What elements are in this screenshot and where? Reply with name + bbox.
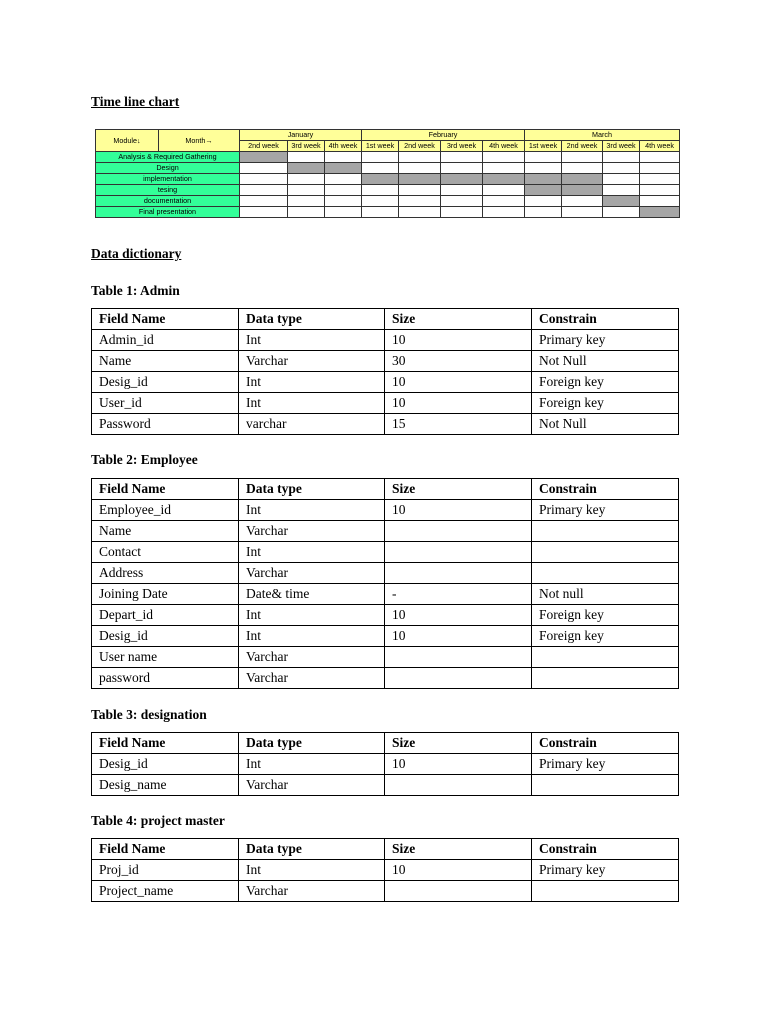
timeline-empty-cell [441, 207, 483, 218]
table-row [92, 330, 679, 351]
table-cell: Depart_id [92, 605, 239, 626]
timeline-bar-cell [640, 207, 680, 218]
table-cell: Desig_id [92, 626, 239, 647]
column-header: Size [385, 479, 532, 500]
table-cell: Primary key [532, 754, 679, 775]
week-label: 4th week [325, 141, 362, 152]
timeline-empty-cell [399, 152, 441, 163]
month-label: January [240, 130, 362, 141]
table-cell [532, 775, 679, 796]
table-cell: User_id [92, 393, 239, 414]
table-cell: Date& time [239, 584, 385, 605]
timeline-empty-cell [399, 196, 441, 207]
table-cell: 10 [385, 754, 532, 775]
timeline-empty-cell [399, 185, 441, 196]
column-header: Data type [239, 839, 385, 860]
timeline-empty-cell [325, 185, 362, 196]
week-label: 4th week [640, 141, 680, 152]
table-cell [385, 647, 532, 668]
timeline-row [96, 152, 680, 163]
week-label: 2nd week [562, 141, 603, 152]
timeline-row [96, 185, 680, 196]
table-cell: Int [239, 330, 385, 351]
timeline-row [96, 174, 680, 185]
month-label: March [525, 130, 680, 141]
table-cell: Varchar [239, 351, 385, 372]
table-cell: Proj_id [92, 860, 239, 881]
timeline-empty-cell [483, 185, 525, 196]
table-cell [532, 647, 679, 668]
table-cell [532, 563, 679, 584]
table-cell: 15 [385, 414, 532, 435]
timeline-bar-cell [525, 185, 562, 196]
timeline-bar-cell [362, 174, 399, 185]
table-cell: Password [92, 414, 239, 435]
admin-table [91, 308, 679, 435]
table-cell: Address [92, 563, 239, 584]
designation-table [91, 732, 679, 796]
table-cell: Varchar [239, 881, 385, 902]
timeline-gantt-chart [95, 129, 680, 218]
table-row [92, 393, 679, 414]
table-row [92, 668, 679, 689]
table-row [92, 647, 679, 668]
table-cell: Varchar [239, 521, 385, 542]
table-cell: Varchar [239, 775, 385, 796]
timeline-empty-cell [362, 185, 399, 196]
timeline-bar-cell [325, 163, 362, 174]
table-row [92, 372, 679, 393]
table-cell: Admin_id [92, 330, 239, 351]
table-cell: Int [239, 860, 385, 881]
timeline-empty-cell [288, 152, 325, 163]
table-cell: Project_name [92, 881, 239, 902]
timeline-empty-cell [562, 207, 603, 218]
timeline-empty-cell [441, 152, 483, 163]
timeline-empty-cell [288, 196, 325, 207]
module-name: implementation [96, 174, 240, 185]
table-row [92, 881, 679, 902]
table-row [92, 605, 679, 626]
timeline-empty-cell [483, 163, 525, 174]
table-cell: Int [239, 500, 385, 521]
timeline-empty-cell [640, 185, 680, 196]
timeline-empty-cell [288, 174, 325, 185]
table-cell: Int [239, 372, 385, 393]
table-cell: Varchar [239, 668, 385, 689]
table-1-title: Table 1: Admin [91, 283, 180, 298]
table-row [92, 584, 679, 605]
timeline-bar-cell [399, 174, 441, 185]
timeline-bar-cell [562, 185, 603, 196]
table-cell [532, 668, 679, 689]
module-header: Module↓ [96, 130, 159, 152]
month-label: February [362, 130, 525, 141]
table-cell: Primary key [532, 330, 679, 351]
timeline-empty-cell [325, 196, 362, 207]
table-cell [385, 542, 532, 563]
timeline-empty-cell [603, 207, 640, 218]
table-row [92, 626, 679, 647]
timeline-bar-cell [603, 196, 640, 207]
timeline-bar-cell [525, 174, 562, 185]
timeline-empty-cell [562, 152, 603, 163]
week-label: 2nd week [399, 141, 441, 152]
table-row [92, 775, 679, 796]
timeline-empty-cell [240, 207, 288, 218]
table-4-title: Table 4: project master [91, 813, 225, 828]
week-label: 3rd week [288, 141, 325, 152]
table-cell: 10 [385, 500, 532, 521]
table-header-row [92, 839, 679, 860]
timeline-empty-cell [362, 196, 399, 207]
week-label: 3rd week [441, 141, 483, 152]
table-cell [385, 521, 532, 542]
module-name: tesing [96, 185, 240, 196]
timeline-empty-cell [603, 185, 640, 196]
column-header: Data type [239, 733, 385, 754]
table-cell: Not Null [532, 414, 679, 435]
table-header-row [92, 309, 679, 330]
module-name: Design [96, 163, 240, 174]
table-cell: Desig_id [92, 372, 239, 393]
table-header-row [92, 733, 679, 754]
table-cell: Foreign key [532, 626, 679, 647]
week-label: 3rd week [603, 141, 640, 152]
column-header: Field Name [92, 309, 239, 330]
table-cell: 10 [385, 860, 532, 881]
table-cell: Int [239, 393, 385, 414]
timeline-row [96, 196, 680, 207]
table-cell: Desig_id [92, 754, 239, 775]
table-cell: Varchar [239, 647, 385, 668]
table-row [92, 351, 679, 372]
timeline-row [96, 207, 680, 218]
table-cell: Name [92, 521, 239, 542]
column-header: Data type [239, 479, 385, 500]
timeline-empty-cell [288, 207, 325, 218]
table-cell [532, 521, 679, 542]
timeline-empty-cell [525, 152, 562, 163]
timeline-empty-cell [399, 163, 441, 174]
timeline-empty-cell [640, 152, 680, 163]
column-header: Size [385, 839, 532, 860]
table-cell: - [385, 584, 532, 605]
timeline-title: Time line chart [91, 94, 180, 109]
timeline-empty-cell [362, 207, 399, 218]
timeline-empty-cell [240, 174, 288, 185]
timeline-empty-cell [483, 207, 525, 218]
timeline-empty-cell [240, 196, 288, 207]
module-name: documentation [96, 196, 240, 207]
table-cell: Not Null [532, 351, 679, 372]
timeline-empty-cell [441, 196, 483, 207]
column-header: Field Name [92, 839, 239, 860]
table-cell: 10 [385, 393, 532, 414]
week-label: 2nd week [240, 141, 288, 152]
table-row [92, 860, 679, 881]
table-cell: Varchar [239, 563, 385, 584]
week-label: 1st week [362, 141, 399, 152]
table-2-title: Table 2: Employee [91, 452, 198, 467]
timeline-empty-cell [240, 163, 288, 174]
table-cell [385, 775, 532, 796]
table-cell: Contact [92, 542, 239, 563]
table-cell: Desig_name [92, 775, 239, 796]
column-header: Field Name [92, 733, 239, 754]
column-header: Constrain [532, 839, 679, 860]
table-cell [385, 881, 532, 902]
timeline-empty-cell [441, 185, 483, 196]
timeline-empty-cell [525, 196, 562, 207]
table-cell: 30 [385, 351, 532, 372]
timeline-empty-cell [640, 174, 680, 185]
month-header: Month→ [159, 130, 240, 152]
table-cell: Joining Date [92, 584, 239, 605]
timeline-row [96, 163, 680, 174]
table-cell: password [92, 668, 239, 689]
timeline-empty-cell [325, 152, 362, 163]
project-master-table [91, 838, 679, 902]
table-cell [385, 668, 532, 689]
timeline-empty-cell [362, 163, 399, 174]
table-cell: Int [239, 626, 385, 647]
timeline-empty-cell [288, 185, 325, 196]
timeline-bar-cell [240, 152, 288, 163]
timeline-bar-cell [441, 174, 483, 185]
table-header-row [92, 479, 679, 500]
table-cell: Employee_id [92, 500, 239, 521]
timeline-empty-cell [562, 196, 603, 207]
employee-table [91, 478, 679, 689]
timeline-empty-cell [603, 163, 640, 174]
table-cell [385, 563, 532, 584]
table-cell: Int [239, 605, 385, 626]
week-label: 1st week [525, 141, 562, 152]
timeline-bar-cell [562, 174, 603, 185]
timeline-empty-cell [603, 174, 640, 185]
table-cell: Int [239, 754, 385, 775]
table-cell: Primary key [532, 860, 679, 881]
column-header: Size [385, 309, 532, 330]
column-header: Constrain [532, 733, 679, 754]
timeline-empty-cell [441, 163, 483, 174]
table-cell: User name [92, 647, 239, 668]
table-cell: varchar [239, 414, 385, 435]
timeline-empty-cell [483, 196, 525, 207]
timeline-empty-cell [325, 174, 362, 185]
table-cell: Primary key [532, 500, 679, 521]
timeline-empty-cell [325, 207, 362, 218]
timeline-empty-cell [603, 152, 640, 163]
table-cell [532, 881, 679, 902]
module-name: Final presentation [96, 207, 240, 218]
table-row [92, 500, 679, 521]
table-cell: Foreign key [532, 393, 679, 414]
table-row [92, 521, 679, 542]
table-3-title: Table 3: designation [91, 707, 207, 722]
table-cell: Foreign key [532, 372, 679, 393]
column-header: Constrain [532, 309, 679, 330]
table-row [92, 754, 679, 775]
timeline-empty-cell [240, 185, 288, 196]
table-cell: Not null [532, 584, 679, 605]
table-row [92, 414, 679, 435]
table-cell: 10 [385, 626, 532, 647]
timeline-bar-cell [483, 174, 525, 185]
column-header: Size [385, 733, 532, 754]
table-cell: 10 [385, 330, 532, 351]
timeline-empty-cell [525, 207, 562, 218]
table-row [92, 563, 679, 584]
table-cell [532, 542, 679, 563]
column-header: Field Name [92, 479, 239, 500]
week-label: 4th week [483, 141, 525, 152]
module-name: Analysis & Required Gathering [96, 152, 240, 163]
table-cell: Name [92, 351, 239, 372]
timeline-empty-cell [483, 152, 525, 163]
table-cell: Foreign key [532, 605, 679, 626]
table-cell: 10 [385, 605, 532, 626]
data-dictionary-title: Data dictionary [91, 246, 182, 261]
table-row [92, 542, 679, 563]
column-header: Data type [239, 309, 385, 330]
timeline-empty-cell [640, 196, 680, 207]
timeline-empty-cell [640, 163, 680, 174]
timeline-empty-cell [525, 163, 562, 174]
table-cell: Int [239, 542, 385, 563]
column-header: Constrain [532, 479, 679, 500]
timeline-empty-cell [562, 163, 603, 174]
timeline-bar-cell [288, 163, 325, 174]
timeline-empty-cell [399, 207, 441, 218]
table-cell: 10 [385, 372, 532, 393]
timeline-empty-cell [362, 152, 399, 163]
